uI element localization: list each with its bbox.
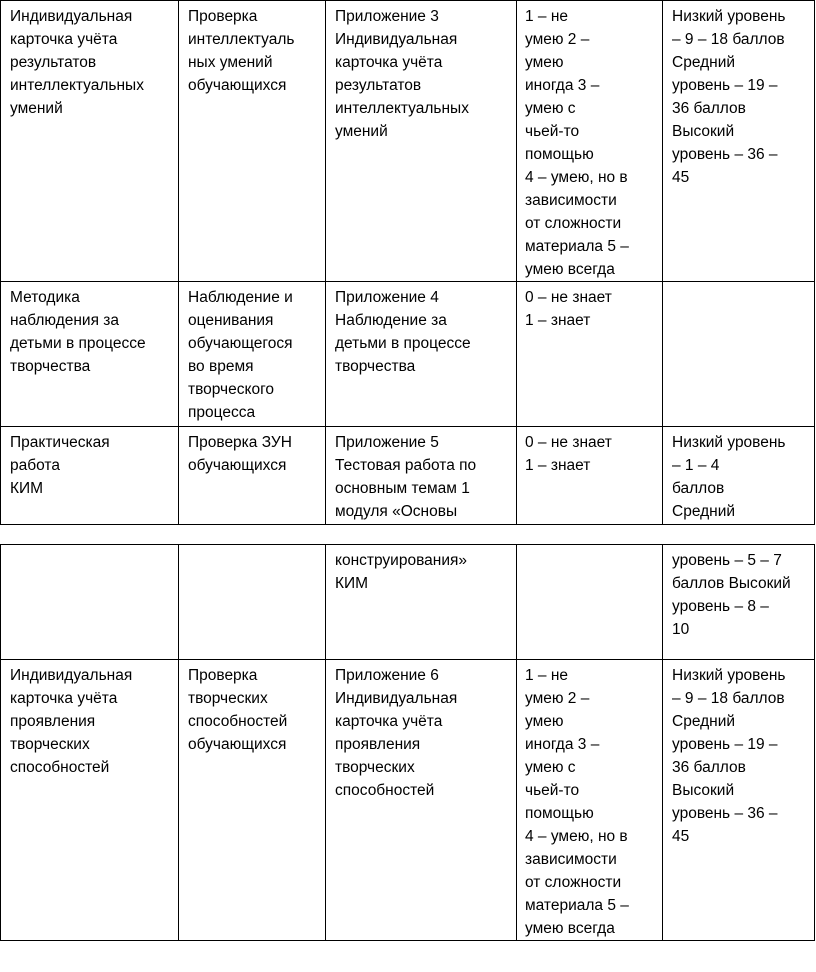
- method-cell: Методика наблюдения за детьми в процессе творчества: [1, 282, 179, 427]
- appendix-cell: Приложение 4 Наблюдение за детьми в процессе творчества: [326, 282, 517, 427]
- scale-cell: 1 – не умею 2 – умею иногда 3 – умею с чьей-то помощью 4 – умею, но в зависимости от сложности материала 5 – умею всегда: [517, 660, 663, 941]
- method-cell: Практическая работа КИМ: [1, 427, 179, 525]
- appendix-cell: конструирования» КИМ: [326, 545, 517, 660]
- scale-cell: [517, 545, 663, 660]
- scale-cell: 1 – не умею 2 – умею иногда 3 – умею с чьей-то помощью 4 – умею, но в зависимости от сложности материала 5 – умею всегда: [517, 1, 663, 282]
- purpose-cell: Наблюдение и оценивания обучающегося во время творческого процесса: [179, 282, 326, 427]
- purpose-cell: Проверка интеллектуаль ных умений обучающихся: [179, 1, 326, 282]
- method-cell: [1, 545, 179, 660]
- levels-cell: уровень – 5 – 7 баллов Высокий уровень – 8 – 10: [663, 545, 815, 660]
- purpose-cell: Проверка творческих способностей обучающихся: [179, 660, 326, 941]
- purpose-cell: Проверка ЗУН обучающихся: [179, 427, 326, 525]
- scale-cell: 0 – не знает 1 – знает: [517, 282, 663, 427]
- assessment-table-part-2: [0, 544, 815, 941]
- appendix-cell: Приложение 6 Индивидуальная карточка учёта проявления творческих способностей: [326, 660, 517, 941]
- appendix-cell: Приложение 5 Тестовая работа по основным темам 1 модуля «Основы: [326, 427, 517, 525]
- table-row: [1, 660, 815, 941]
- levels-cell: Низкий уровень – 9 – 18 баллов Средний уровень – 19 – 36 баллов Высокий уровень – 36 – 45: [663, 1, 815, 282]
- purpose-cell: [179, 545, 326, 660]
- method-cell: Индивидуальная карточка учёта результатов интеллектуальных умений: [1, 1, 179, 282]
- table-row: [1, 1, 815, 282]
- levels-cell: Низкий уровень – 9 – 18 баллов Средний уровень – 19 – 36 баллов Высокий уровень – 36 – 45: [663, 660, 815, 941]
- table-row: [1, 427, 815, 525]
- method-cell: Индивидуальная карточка учёта проявления творческих способностей: [1, 660, 179, 941]
- appendix-cell: Приложение 3 Индивидуальная карточка учёта результатов интеллектуальных умений: [326, 1, 517, 282]
- scale-cell: 0 – не знает 1 – знает: [517, 427, 663, 525]
- levels-cell: Низкий уровень – 1 – 4 баллов Средний: [663, 427, 815, 525]
- table-row: [1, 545, 815, 660]
- table-row: [1, 282, 815, 427]
- levels-cell: [663, 282, 815, 427]
